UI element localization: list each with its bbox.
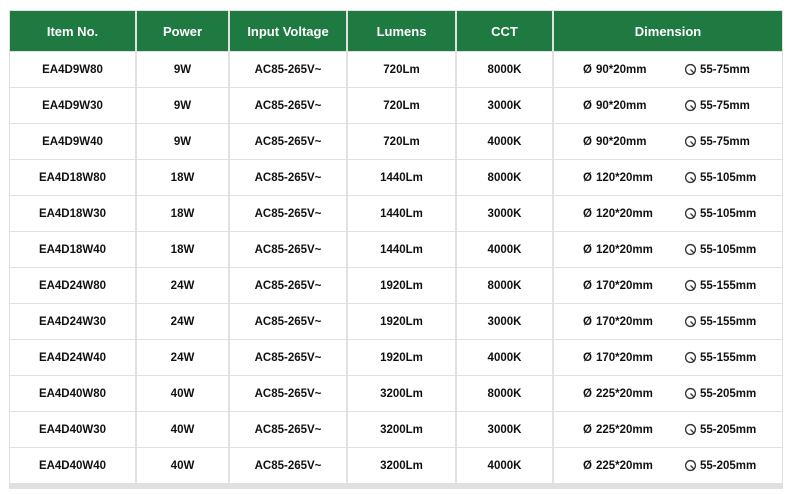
- cell-item-no: EA4D24W30: [10, 304, 135, 339]
- dimension-size: [583, 244, 684, 256]
- cutout-range: [684, 315, 756, 328]
- cutout-range-value: 55-155mm: [700, 351, 757, 364]
- cutout-circle-icon: [684, 99, 697, 112]
- cell-lumens: 1440Lm: [348, 232, 455, 267]
- dimension-size: [583, 316, 684, 328]
- cutout-range-value: 55-75mm: [700, 63, 750, 76]
- header-power: Power: [137, 11, 228, 51]
- diameter-symbol: Ø: [583, 387, 592, 400]
- cell-dimension: [554, 196, 782, 231]
- dimension-size-value: 170*20mm: [595, 279, 653, 292]
- cutout-range-value: 55-75mm: [700, 135, 750, 148]
- cell-input-voltage: AC85-265V~: [230, 88, 346, 123]
- cell-lumens: 1920Lm: [348, 304, 455, 339]
- dimension-size-value: 225*20mm: [595, 459, 653, 472]
- cell-cct: 8000K: [457, 52, 552, 87]
- dimension-size-value: 225*20mm: [595, 387, 653, 400]
- header-input-voltage: Input Voltage: [230, 11, 346, 51]
- cell-cct: 3000K: [457, 412, 552, 447]
- cell-input-voltage: AC85-265V~: [230, 304, 346, 339]
- header-item-no: Item No.: [10, 11, 135, 51]
- cutout-circle-icon: [684, 423, 697, 436]
- cell-dimension: [554, 52, 782, 87]
- cell-lumens: 3200Lm: [348, 448, 455, 483]
- dimension-size-value: 90*20mm: [595, 135, 647, 148]
- cell-lumens: 3200Lm: [348, 412, 455, 447]
- cell-power: 9W: [137, 88, 228, 123]
- diameter-symbol: Ø: [583, 63, 592, 76]
- cell-cct: 8000K: [457, 376, 552, 411]
- cell-lumens: 1440Lm: [348, 160, 455, 195]
- cell-item-no: EA4D9W40: [10, 124, 135, 159]
- cell-power: 18W: [137, 196, 228, 231]
- cutout-circle-icon: [684, 171, 697, 184]
- cell-cct: 3000K: [457, 88, 552, 123]
- diameter-symbol: Ø: [583, 207, 592, 220]
- cell-input-voltage: AC85-265V~: [230, 448, 346, 483]
- cell-item-no: EA4D40W80: [10, 376, 135, 411]
- cell-lumens: 720Lm: [348, 88, 455, 123]
- cell-dimension: [554, 160, 782, 195]
- cutout-circle-icon: [684, 207, 697, 220]
- cell-item-no: EA4D9W80: [10, 52, 135, 87]
- dimension-size-value: 170*20mm: [595, 315, 653, 328]
- dimension-size: [583, 388, 684, 400]
- cell-input-voltage: AC85-265V~: [230, 340, 346, 375]
- cutout-range-value: 55-205mm: [700, 423, 757, 436]
- diameter-symbol: Ø: [583, 351, 592, 364]
- cell-lumens: 1920Lm: [348, 340, 455, 375]
- cell-lumens: 720Lm: [348, 124, 455, 159]
- cutout-range: [684, 207, 756, 220]
- cell-input-voltage: AC85-265V~: [230, 196, 346, 231]
- cutout-range-value: 55-155mm: [700, 315, 757, 328]
- dimension-size: [583, 64, 684, 76]
- cell-power: 40W: [137, 448, 228, 483]
- cell-power: 24W: [137, 304, 228, 339]
- cell-cct: 4000K: [457, 340, 552, 375]
- cell-input-voltage: AC85-265V~: [230, 52, 346, 87]
- cutout-circle-icon: [684, 387, 697, 400]
- cell-cct: 3000K: [457, 304, 552, 339]
- dimension-size: [583, 424, 684, 436]
- dimension-size: [583, 172, 684, 184]
- cell-item-no: EA4D40W30: [10, 412, 135, 447]
- cutout-circle-icon: [684, 135, 697, 148]
- diameter-symbol: Ø: [583, 459, 592, 472]
- dimension-size-value: 225*20mm: [595, 423, 653, 436]
- cell-dimension: [554, 448, 782, 483]
- cutout-circle-icon: [684, 63, 697, 76]
- header-lumens: Lumens: [348, 11, 455, 51]
- cell-dimension: [554, 376, 782, 411]
- cutout-range: [684, 279, 756, 292]
- cutout-circle-icon: [684, 243, 697, 256]
- cell-lumens: 3200Lm: [348, 376, 455, 411]
- cutout-circle-icon: [684, 315, 697, 328]
- cell-power: 24W: [137, 268, 228, 303]
- cell-power: 18W: [137, 160, 228, 195]
- cell-dimension: [554, 412, 782, 447]
- cell-dimension: [554, 124, 782, 159]
- dimension-size-value: 90*20mm: [595, 63, 647, 76]
- cell-input-voltage: AC85-265V~: [230, 232, 346, 267]
- cell-input-voltage: AC85-265V~: [230, 412, 346, 447]
- cutout-range: [684, 459, 756, 472]
- cutout-range: [684, 171, 756, 184]
- cell-cct: 4000K: [457, 448, 552, 483]
- dimension-size: [583, 208, 684, 220]
- cell-lumens: 1920Lm: [348, 268, 455, 303]
- header-cct: CCT: [457, 11, 552, 51]
- cell-item-no: EA4D18W80: [10, 160, 135, 195]
- dimension-size: [583, 100, 684, 112]
- diameter-symbol: Ø: [583, 423, 592, 436]
- cell-cct: 8000K: [457, 268, 552, 303]
- cell-dimension: [554, 304, 782, 339]
- cell-item-no: EA4D24W40: [10, 340, 135, 375]
- diameter-symbol: Ø: [583, 243, 592, 256]
- cell-power: 9W: [137, 124, 228, 159]
- dimension-size: [583, 352, 684, 364]
- cell-cct: 3000K: [457, 196, 552, 231]
- dimension-size: [583, 280, 684, 292]
- cutout-range-value: 55-105mm: [700, 243, 757, 256]
- diameter-symbol: Ø: [583, 99, 592, 112]
- cutout-range-value: 55-105mm: [700, 171, 757, 184]
- cell-power: 9W: [137, 52, 228, 87]
- cutout-range: [684, 351, 756, 364]
- cutout-circle-icon: [684, 459, 697, 472]
- dimension-size: [583, 460, 684, 472]
- cell-power: 18W: [137, 232, 228, 267]
- cell-cct: 4000K: [457, 232, 552, 267]
- cutout-range: [684, 135, 750, 148]
- cutout-range: [684, 423, 756, 436]
- cell-lumens: 1440Lm: [348, 196, 455, 231]
- cell-cct: 4000K: [457, 124, 552, 159]
- cell-item-no: EA4D9W30: [10, 88, 135, 123]
- header-dimension: Dimension: [554, 11, 782, 51]
- diameter-symbol: Ø: [583, 315, 592, 328]
- cell-dimension: [554, 88, 782, 123]
- cutout-range-value: 55-205mm: [700, 387, 757, 400]
- cell-input-voltage: AC85-265V~: [230, 124, 346, 159]
- cutout-circle-icon: [684, 351, 697, 364]
- diameter-symbol: Ø: [583, 171, 592, 184]
- dimension-size-value: 120*20mm: [595, 171, 653, 184]
- cell-dimension: [554, 268, 782, 303]
- cutout-circle-icon: [684, 279, 697, 292]
- dimension-size-value: 120*20mm: [595, 207, 653, 220]
- diameter-symbol: Ø: [583, 279, 592, 292]
- cutout-range: [684, 387, 756, 400]
- cell-lumens: 720Lm: [348, 52, 455, 87]
- cell-item-no: EA4D24W80: [10, 268, 135, 303]
- cell-input-voltage: AC85-265V~: [230, 376, 346, 411]
- cutout-range-value: 55-75mm: [700, 99, 750, 112]
- cell-input-voltage: AC85-265V~: [230, 160, 346, 195]
- cell-item-no: EA4D18W30: [10, 196, 135, 231]
- cell-power: 40W: [137, 376, 228, 411]
- dimension-size-value: 170*20mm: [595, 351, 653, 364]
- cutout-range: [684, 99, 750, 112]
- cell-cct: 8000K: [457, 160, 552, 195]
- cell-dimension: [554, 340, 782, 375]
- cutout-range-value: 55-105mm: [700, 207, 757, 220]
- cell-dimension: [554, 232, 782, 267]
- diameter-symbol: Ø: [583, 135, 592, 148]
- cell-power: 40W: [137, 412, 228, 447]
- cell-item-no: EA4D18W40: [10, 232, 135, 267]
- cutout-range-value: 55-205mm: [700, 459, 757, 472]
- dimension-size-value: 120*20mm: [595, 243, 653, 256]
- cutout-range: [684, 63, 750, 76]
- cell-power: 24W: [137, 340, 228, 375]
- cell-input-voltage: AC85-265V~: [230, 268, 346, 303]
- dimension-size: [583, 136, 684, 148]
- cutout-range: [684, 243, 756, 256]
- product-spec-table: [9, 10, 783, 489]
- dimension-size-value: 90*20mm: [595, 99, 647, 112]
- cell-item-no: EA4D40W40: [10, 448, 135, 483]
- cutout-range-value: 55-155mm: [700, 279, 757, 292]
